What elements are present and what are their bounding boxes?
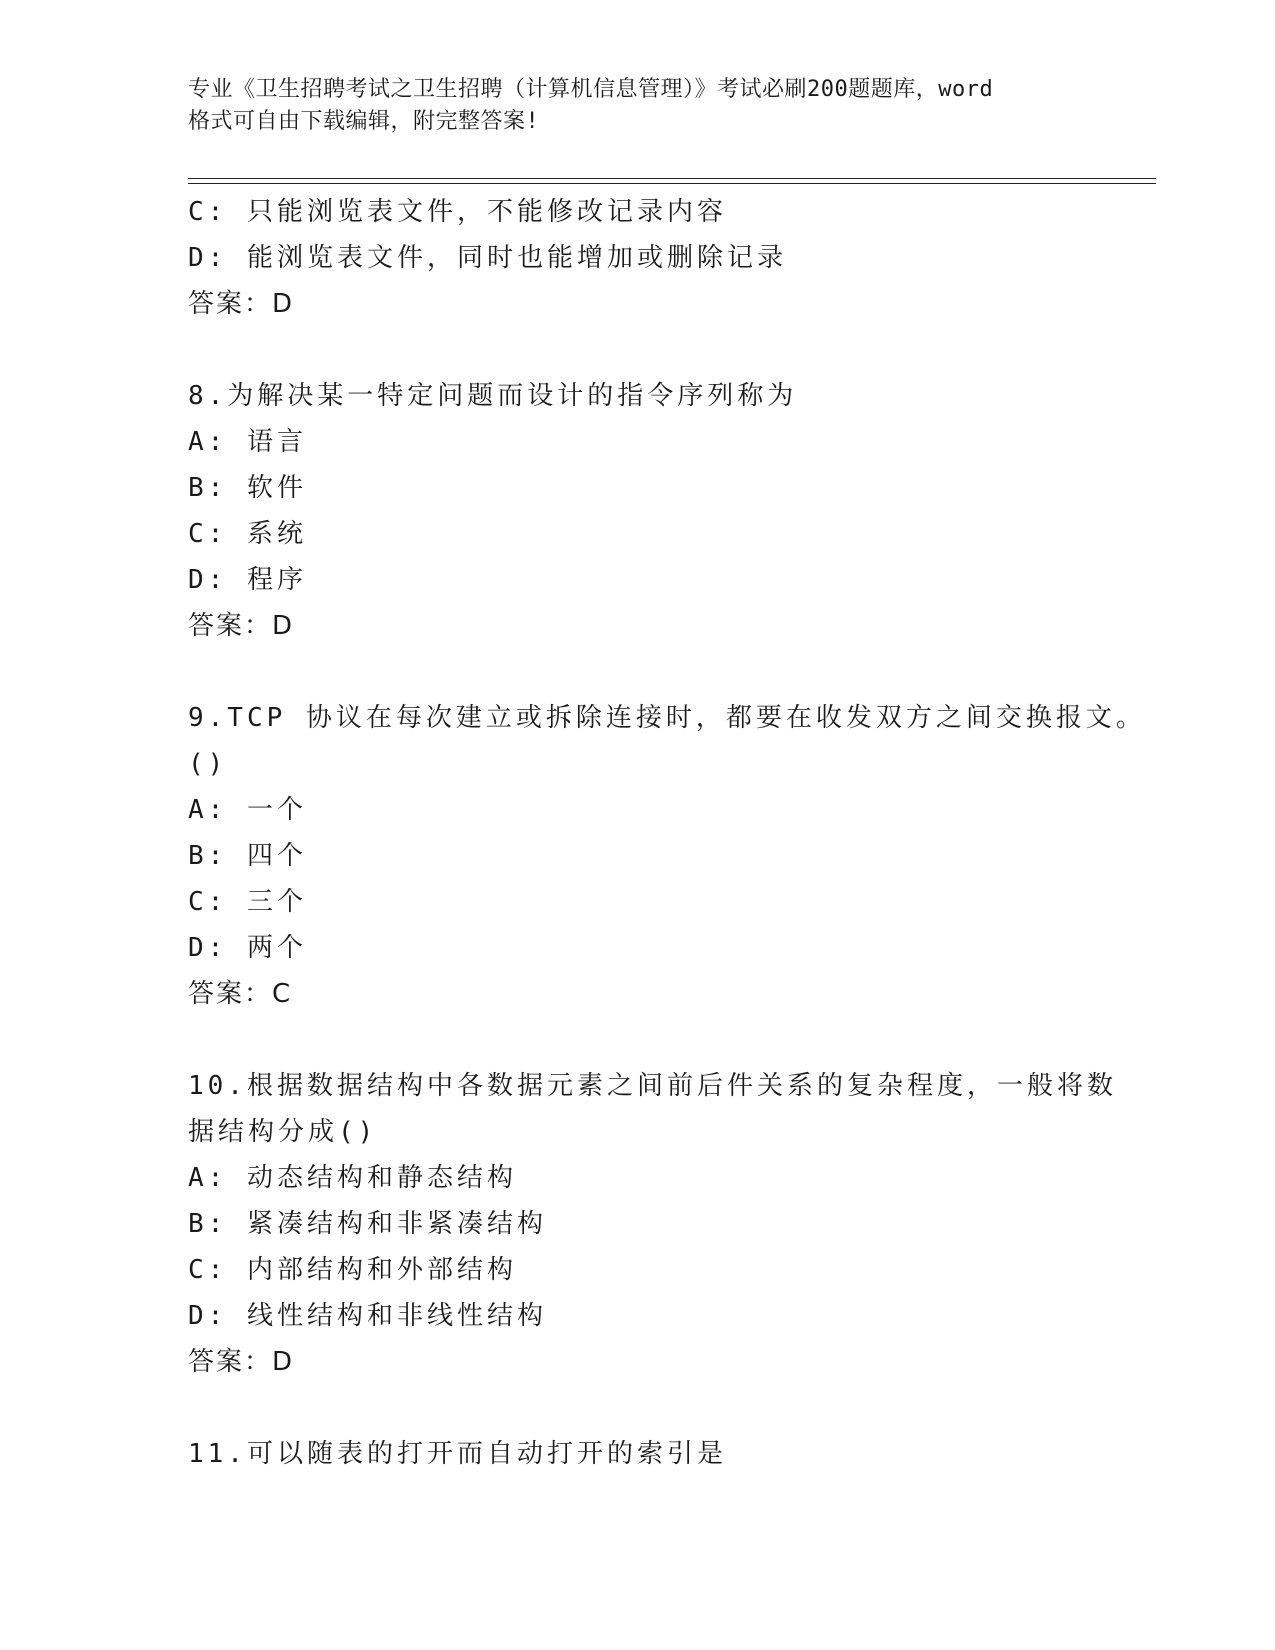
question-8: [188, 373, 1088, 649]
spacer: [188, 327, 1088, 373]
question-stem: 11.可以随表的打开而自动打开的索引是: [188, 1439, 727, 1469]
answer: 答案：D: [188, 611, 295, 641]
option-a: A: 语言: [188, 427, 307, 457]
question-stem-continued: (): [188, 749, 228, 779]
option-c: C: 内部结构和外部结构: [188, 1255, 517, 1285]
document-header: [188, 74, 1088, 138]
header-divider-top: [188, 178, 1156, 179]
answer: 答案：D: [188, 289, 295, 319]
option-c: C: 三个: [188, 887, 307, 917]
option-d: D: 能浏览表文件，同时也能增加或删除记录: [188, 243, 787, 273]
header-line-2: 格式可自由下载编辑，附完整答案!: [188, 109, 540, 134]
question-stem: 9.TCP 协议在每次建立或拆除连接时，都要在收发双方之间交换报文。: [188, 703, 1146, 733]
question-stem-continued: 据结构分成(): [188, 1117, 378, 1147]
question-stem: 8.为解决某一特定问题而设计的指令序列称为: [188, 381, 798, 411]
question-10: [188, 1063, 1117, 1385]
spacer: [188, 649, 1088, 695]
spacer: [188, 1017, 1088, 1063]
option-d: D: 线性结构和非线性结构: [188, 1301, 547, 1331]
option-a: A: 一个: [188, 795, 307, 825]
answer: 答案：D: [188, 1347, 295, 1377]
question-stem: 10.根据数据结构中各数据元素之间前后件关系的复杂程度，一般将数: [188, 1071, 1117, 1101]
question-11: [188, 1431, 1088, 1477]
question-list: [188, 189, 1146, 1477]
question-9: [188, 695, 1146, 1017]
header-divider-bottom: [188, 183, 1156, 184]
question-7: [188, 189, 1088, 327]
option-d: D: 程序: [188, 565, 307, 595]
option-a: A: 动态结构和静态结构: [188, 1163, 517, 1193]
option-b: B: 四个: [188, 841, 307, 871]
answer: 答案：C: [188, 979, 293, 1009]
option-c: C: 系统: [188, 519, 307, 549]
spacer: [188, 1385, 1088, 1431]
option-d: D: 两个: [188, 933, 307, 963]
header-line-1: 专业《卫生招聘考试之卫生招聘（计算机信息管理）》考试必刷200题题库，word: [188, 77, 994, 102]
option-b: B: 紧凑结构和非紧凑结构: [188, 1209, 547, 1239]
option-c: C: 只能浏览表文件，不能修改记录内容: [188, 197, 727, 227]
option-b: B: 软件: [188, 473, 307, 503]
